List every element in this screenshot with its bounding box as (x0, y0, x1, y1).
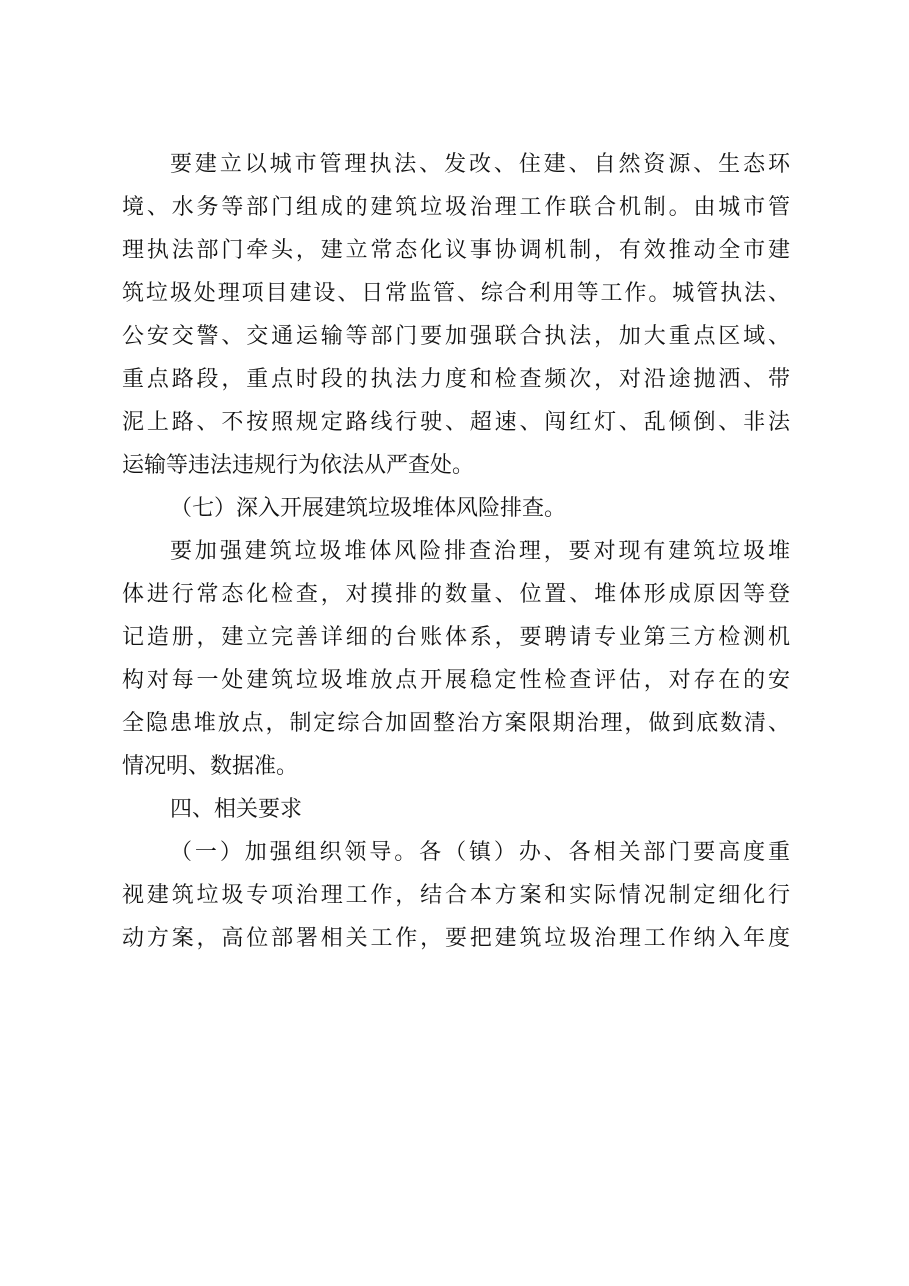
paragraph-line: 情况明、数据准。 (122, 754, 299, 779)
paragraph-line: 体进行常态化检查，对摸排的数量、位置、堆体形成原因等登 (122, 582, 790, 607)
paragraph-line: 运输等违法违规行为依法从严查处。 (122, 453, 475, 478)
paragraph-line: 全隐患堆放点，制定综合加固整治方案限期治理，做到底数清、 (122, 711, 790, 736)
paragraph-line: 境、水务等部门组成的建筑垃圾治理工作联合机制。由城市管 (122, 195, 790, 220)
paragraph-line: （一）加强组织领导。各（镇）办、各相关部门要高度重 (170, 840, 790, 865)
paragraph-line: 筑垃圾处理项目建设、日常监管、综合利用等工作。城管执法、 (122, 281, 790, 306)
paragraph-line: 动方案，高位部署相关工作，要把建筑垃圾治理工作纳入年度 (122, 926, 790, 951)
paragraph-line: 要建立以城市管理执法、发改、住建、自然资源、生态环 (170, 152, 790, 177)
paragraph-line: 记造册，建立完善详细的台账体系，要聘请专业第三方检测机 (122, 625, 790, 650)
paragraph-line: 要加强建筑垃圾堆体风险排查治理，要对现有建筑垃圾堆 (170, 539, 790, 564)
paragraph-line: 公安交警、交通运输等部门要加强联合执法，加大重点区域、 (122, 324, 790, 349)
section-heading: 四、相关要求 (170, 797, 303, 822)
paragraph-line: 理执法部门牵头，建立常态化议事协调机制，有效推动全市建 (122, 238, 790, 263)
paragraph-line: 视建筑垃圾专项治理工作，结合本方案和实际情况制定细化行 (122, 883, 790, 908)
paragraph-line: 构对每一处建筑垃圾堆放点开展稳定性检查评估，对存在的安 (122, 668, 790, 693)
paragraph-line: 重点路段，重点时段的执法力度和检查频次，对沿途抛洒、带 (122, 367, 790, 392)
section-heading: （七）深入开展建筑垃圾堆体风险排查。 (170, 496, 567, 521)
paragraph-line: 泥上路、不按照规定路线行驶、超速、闯红灯、乱倾倒、非法 (122, 410, 790, 435)
